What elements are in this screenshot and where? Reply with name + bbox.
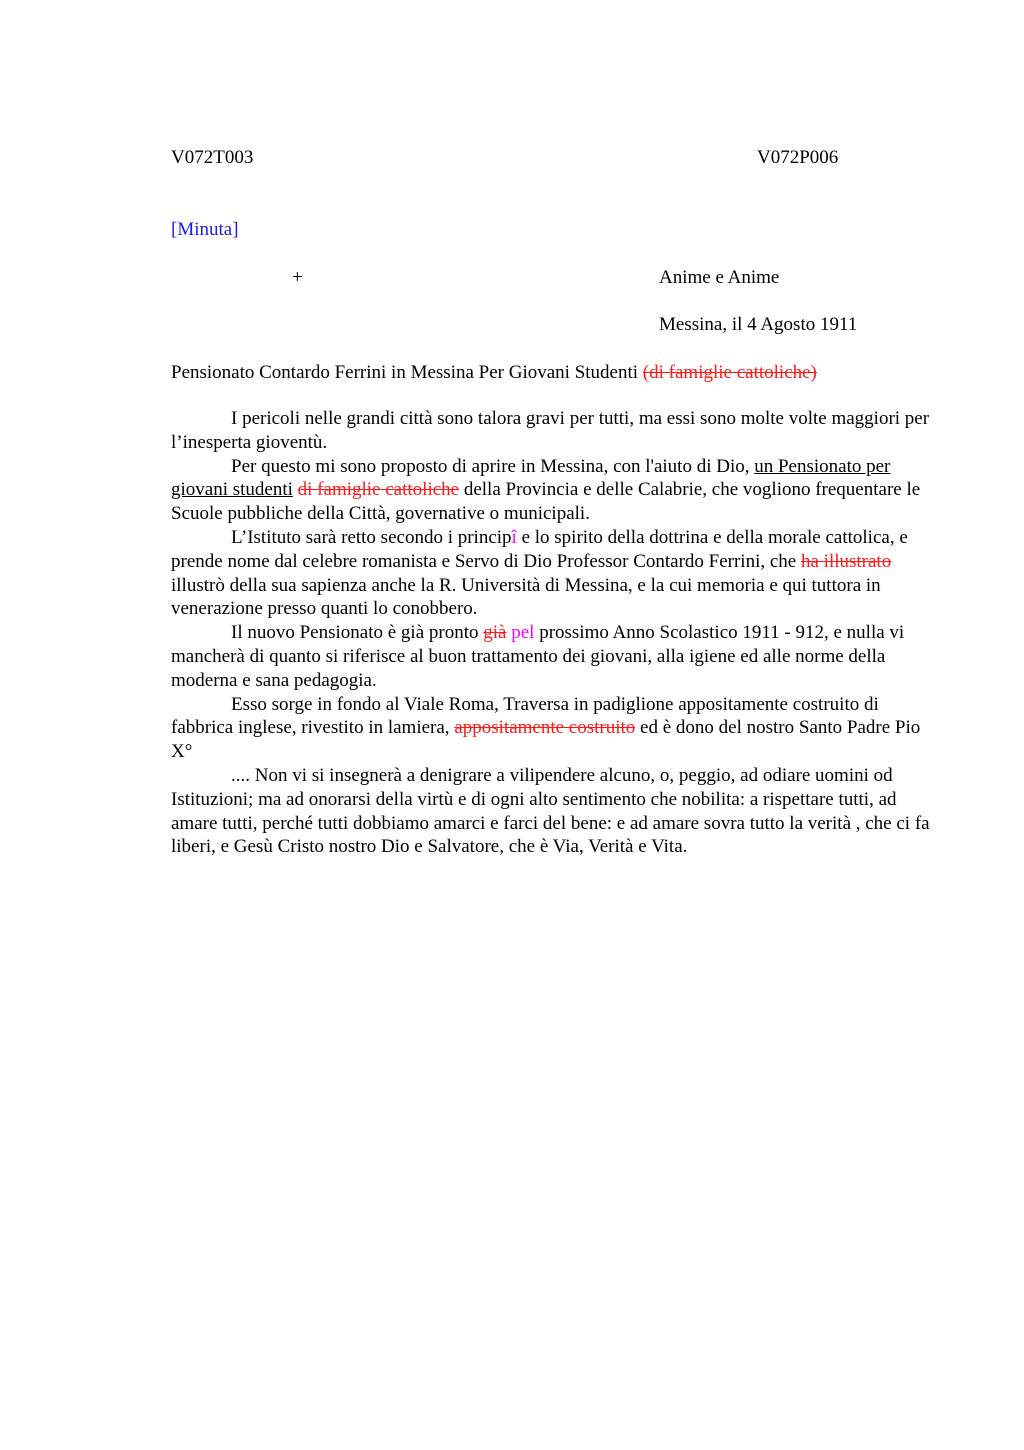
paragraph-2-underlined: un Pensionato per giovani studenti bbox=[171, 455, 891, 501]
place-date: Messina, il 4 Agosto 1911 bbox=[659, 314, 858, 335]
cross-symbol: + bbox=[292, 267, 303, 288]
paragraph-2-after: della Provincia e delle Calabrie, che vogliono frequentare le Scuole pubbliche della Città, governative o municipali. bbox=[171, 479, 921, 525]
paragraph-6 bbox=[171, 764, 941, 859]
document-title bbox=[171, 361, 817, 385]
paragraph-3-deleted: ha illustrato bbox=[800, 550, 892, 572]
paragraph-1 bbox=[171, 407, 941, 455]
paragraph-2 bbox=[171, 455, 941, 526]
motto: Anime e Anime bbox=[659, 267, 780, 288]
letter-body bbox=[171, 407, 941, 859]
paragraph-3-inserted: î bbox=[511, 526, 517, 548]
title-text: Pensionato Contardo Ferrini in Messina Per Giovani Studenti bbox=[171, 362, 639, 383]
paragraph-3-before: L’Istituto sarà retto secondo i princip bbox=[231, 526, 512, 548]
paragraph-4-after: prossimo Anno Scolastico 1911 - 912, e nulla vi mancherà di quanto si riferisce al buon trattamento dei giovani, alla igiene ed alle norme della moderna e sana pedagogia. bbox=[171, 622, 905, 691]
paragraph-6-text: .... Non vi si insegnerà a denigrare a vilipendere alcuno, o, peggio, ad odiare uomini od Istituzioni; ma ad onorarsi della virtù e di ogni alto sentimento che nobilita: a rispettare tutti, ad amare tutti, perché tutti dobbiamo amarci e farci del bene: e ad amare sovra tutto la verità , che ci fa liberi, e Gesù Cristo nostro Dio e Salvatore, che è Via, Verità e Vita. bbox=[171, 764, 930, 858]
paragraph-3 bbox=[171, 526, 941, 621]
paragraph-4-inserted: pel bbox=[511, 622, 535, 644]
paragraph-1-text: I pericoli nelle grandi città sono talora gravi per tutti, ma essi sono molte volte maggiori per l’inesperta gioventù. bbox=[171, 408, 930, 453]
paragraph-5 bbox=[171, 693, 941, 764]
document-code-left: V072T003 bbox=[171, 147, 254, 168]
document-code-right: V072P006 bbox=[757, 147, 839, 168]
paragraph-3-after: illustrò della sua sapienza anche la R. Università di Messina, e la cui memoria e qui tuttora in venerazione presso quanti lo conobbero. bbox=[171, 574, 881, 620]
paragraph-4 bbox=[171, 621, 941, 692]
paragraph-4-deleted: già bbox=[483, 622, 507, 644]
paragraph-5-after: ed è dono del nostro Santo Padre Pio X° bbox=[171, 717, 921, 763]
paragraph-2-before: Per questo mi sono proposto di aprire in Messina, con l'aiuto di Dio, bbox=[231, 455, 750, 477]
title-deleted-text: (di famiglie cattoliche) bbox=[642, 362, 817, 383]
paragraph-2-deleted: di famiglie cattoliche bbox=[297, 479, 460, 501]
paragraph-5-deleted: appositamente costruito bbox=[454, 717, 636, 739]
paragraph-4-before: Il nuovo Pensionato è già pronto bbox=[231, 622, 479, 644]
paragraph-3-middle: e lo spirito della dottrina e della morale cattolica, e prende nome dal celebre romanista e Servo di Dio Professor Contardo Ferrini, che bbox=[171, 526, 908, 572]
minuta-label: [Minuta] bbox=[171, 219, 239, 240]
paragraph-5-before: Esso sorge in fondo al Viale Roma, Traversa in padiglione appositamente costruito di fabbrica inglese, rivestito in lamiera, bbox=[171, 693, 879, 739]
